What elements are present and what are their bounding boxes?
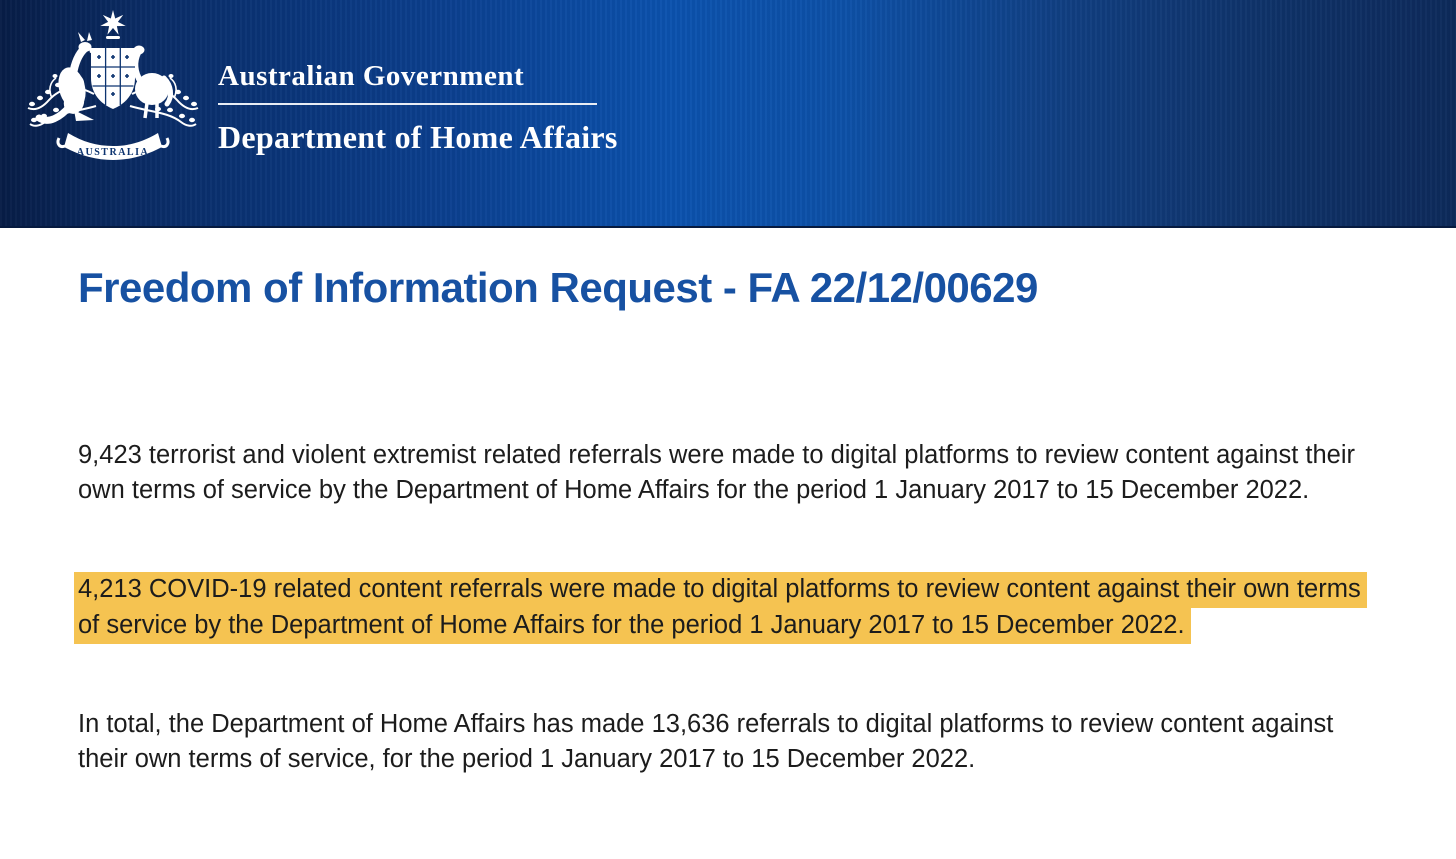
banner-text-block [218,60,618,156]
paragraph-covid-referrals [78,571,1386,643]
shield-icon [91,48,135,109]
highlighted-text: 4,213 COVID-19 related content referrals were made to digital platforms to review content against their own terms of service by the Department of Home Affairs for the period 1 January 2017 to 15 December 2022. [74,572,1367,644]
page-title: Freedom of Information Request - FA 22/12/00629 [78,264,1038,311]
paragraph-total-referrals: In total, the Department of Home Affairs has made 13,636 referrals to digital platforms to review content against their own terms of service, for the period 1 January 2017 to 15 December 2022. [78,710,1334,773]
scroll-banner [58,133,168,160]
dept-title: Department of Home Affairs [218,119,618,155]
scroll-text: AUSTRALIA [76,147,150,158]
org-title: Australian Government [218,60,525,92]
paragraph-terrorist-referrals: 9,423 terrorist and violent extremist related referrals were made to digital platforms to review content against their own terms of service by the Department of Home Affairs for the period 1 January 2017 to 15 December 2022. [78,441,1356,504]
government-banner [0,0,1456,228]
commonwealth-star-icon [100,10,125,39]
document-body [0,264,1456,776]
banner-divider [218,103,597,105]
australian-coat-of-arms-icon [18,6,208,164]
